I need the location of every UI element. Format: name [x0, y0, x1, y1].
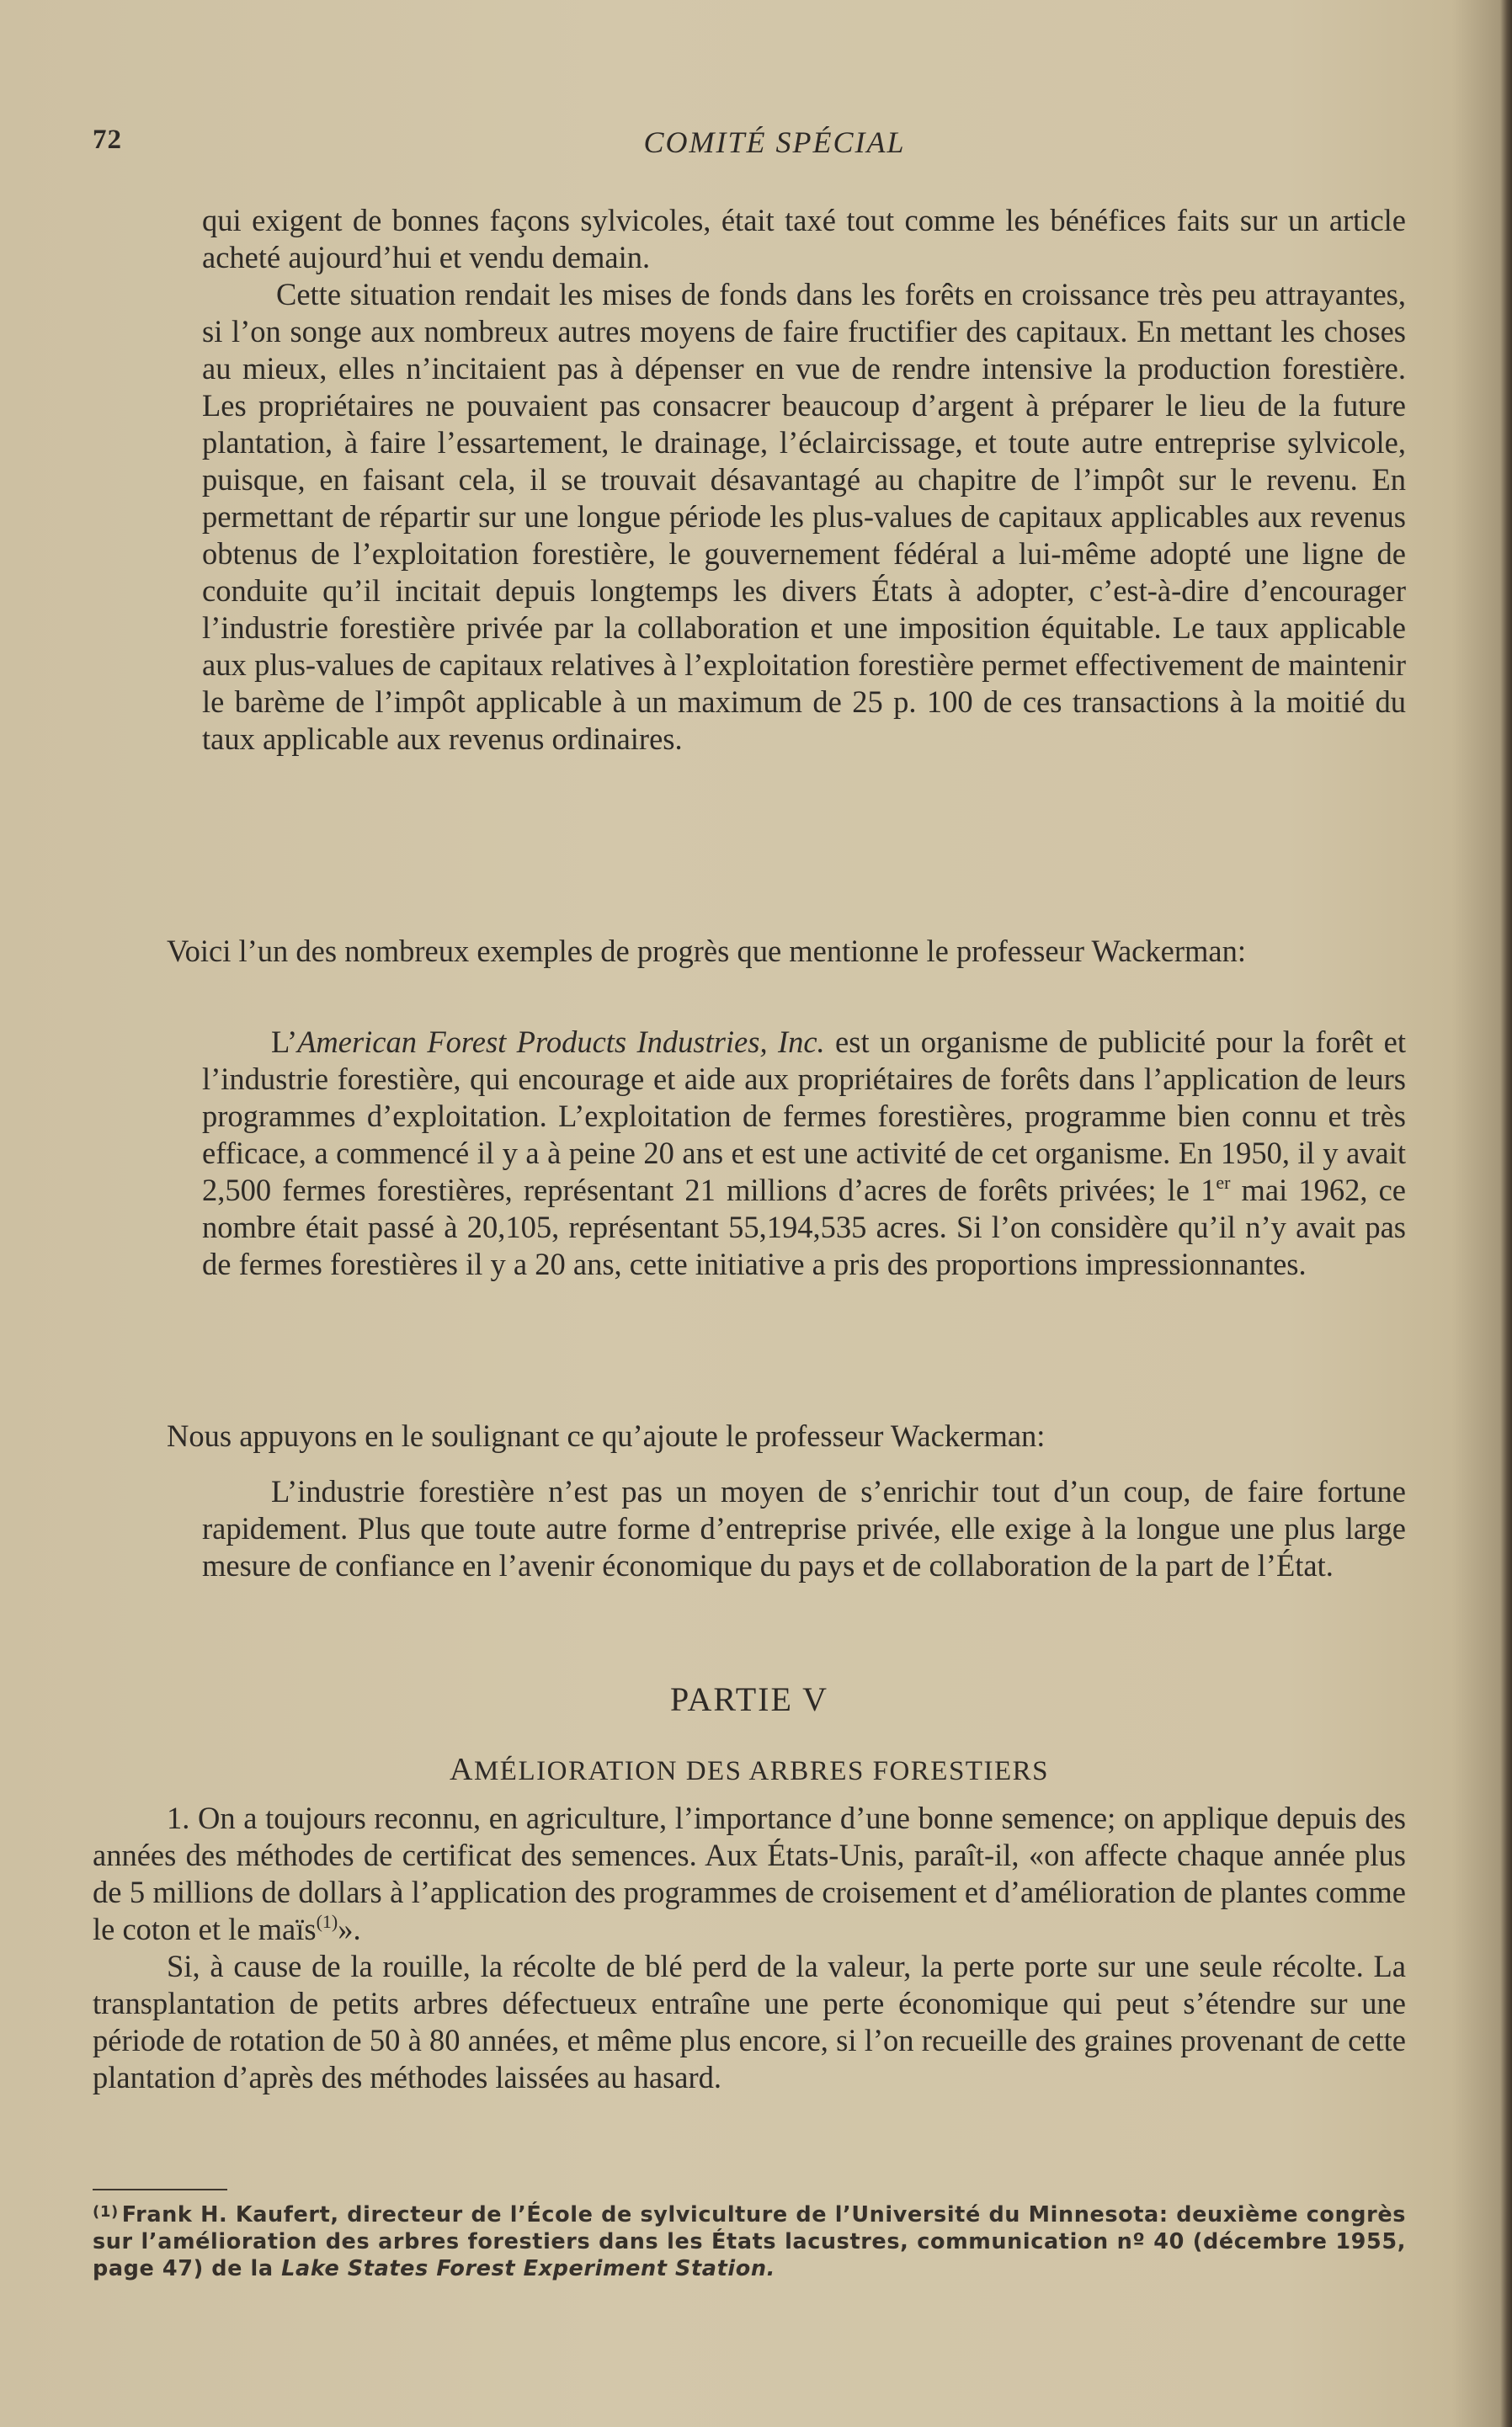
body-text: 1. On a toujours reconnu, en agriculture, l’importance d’une bonne semence; on applique depuis des années des méthodes de certificat des semences. Aux États-Unis, paraît-il, «on affecte chaque année plus de 5 millions de dollars à l’application des programmes de croisement et d’amélioration de plantes comme le coton et le maïs: [93, 1801, 1406, 1946]
quote-block-afpi: [202, 1024, 1406, 1283]
quote-text: mai 1962, ce nombre était passé à 20,105, représentant 55,194,535 acres. Si l’on considère qu’il n’y avait pas de fermes forestières il y a 20 ans, cette initiative a pris des proportions impressionnantes.: [202, 1173, 1406, 1281]
ordinal-superscript: er: [1216, 1172, 1231, 1193]
footnote: [93, 2199, 1406, 2282]
section-heading-rest: MÉLIORATION DES ARBRES FORESTIERS: [473, 1756, 1049, 1786]
organization-name: American Forest Products Industries, Inc.: [297, 1025, 825, 1059]
quote-block-industry: [202, 1473, 1406, 1584]
footnote-mark: (1): [93, 2203, 119, 2221]
body-paragraph: Si, à cause de la rouille, la récolte de blé perd de la valeur, la perte porte sur une seule récolte. La transplantation de petits arbres défectueux entraîne une perte économique qui peut s’étendre sur une période de rotation de 50 à 80 années, et même plus encore, si l’on recueille des graines provenant de cette plantation d’après des méthodes laissées au hasard.: [93, 1949, 1406, 2094]
body-paragraph-support: [93, 1418, 1406, 1455]
running-title: COMITÉ SPÉCIAL: [643, 125, 906, 159]
footnote-text: Frank H. Kaufert, directeur de l’École de sylviculture de l’Université du Minnesota: deuxième congrès sur l’amélioration des arbres forestiers dans les États lacustres, communication nº 40 (décembre 1955, page 47) de la: [93, 2202, 1406, 2281]
quote-paragraph: L’industrie forestière n’est pas un moyen de s’enrichir tout d’un coup, de faire fortune rapidement. Plus que toute autre forme d’entreprise privée, elle exige à la longue une plus large mesure de confiance en l’avenir économique du pays et de collaboration de la part de l’État.: [202, 1474, 1406, 1583]
section-heading: [93, 1751, 1406, 1788]
footnote-separator: [93, 2189, 227, 2190]
quote-block-tax: [202, 202, 1406, 758]
body-paragraph: [93, 1800, 1406, 1948]
quote-paragraph: qui exigent de bonnes façons sylvicoles, était taxé tout comme les bénéfices faits sur un article acheté aujourd’hui et vendu demain.: [202, 203, 1406, 274]
footnote-reference: (1): [316, 1911, 338, 1932]
quote-text: est un organisme de publicité pour la forêt et l’industrie forestière, qui encourage et aide aux propriétaires de forêts dans l’application de leurs programmes d’exploitation. L’exploitation de fermes forestières, programme bien connu et très efficace, a commencé il y a à peine 20 ans et est une activité de cet organisme. En 1950, il y avait 2,500 fermes forestières, représentant 21 millions d’acres de forêts privées; le 1: [202, 1025, 1406, 1207]
body-text: ».: [338, 1912, 361, 1946]
body-paragraph-intro: [93, 933, 1406, 970]
quote-lead: L’: [271, 1025, 298, 1059]
body-paragraph: Voici l’un des nombreux exemples de progrès que mentionne le professeur Wackerman:: [167, 934, 1246, 968]
section-heading-initial: A: [450, 1752, 474, 1787]
page-header: [93, 125, 1406, 167]
page-number: 72: [93, 125, 122, 155]
body-section-text: [93, 1800, 1406, 2096]
part-heading: PARTIE V: [669, 1680, 829, 1718]
quote-paragraph: [202, 1024, 1406, 1283]
page-edge-shadow: [1500, 0, 1512, 2427]
footnote-source: Lake States Forest Experiment Station.: [281, 2256, 775, 2281]
body-paragraph: Nous appuyons en le soulignant ce qu’ajoute le professeur Wackerman:: [167, 1418, 1046, 1453]
quote-paragraph: Cette situation rendait les mises de fonds dans les forêts en croissance très peu attrayantes, si l’on songe aux nombreux autres moyens de faire fructifier des capitaux. En mettant les choses au mieux, elles n’incitaient pas à dépenser en vue de rendre intensive la production forestière. Les propriétaires ne pouvaient pas consacrer beaucoup d’argent à préparer le lieu de la future plantation, à faire l’essartement, le drainage, l’éclaircissage, et toute autre entreprise sylvicole, puisque, en faisant cela, il se trouvait désavantagé au chapitre de l’impôt sur le revenu. En permettant de répartir sur une longue période les plus-values de capitaux applicables aux revenus obtenus de l’exploitation forestière, le gouvernement fédéral a lui-même adopté une ligne de conduite qu’il incitait depuis longtemps les divers États à adopter, c’est-à-dire d’encourager l’industrie forestière privée par la collaboration et une imposition équitable. Le taux applicable aux plus-values de capitaux relatives à l’exploitation forestière permet effectivement de maintenir le barème de l’impôt applicable à un maximum de 25 p. 100 de ces transactions à la moitié du taux applicable aux revenus ordinaires.: [202, 277, 1406, 756]
